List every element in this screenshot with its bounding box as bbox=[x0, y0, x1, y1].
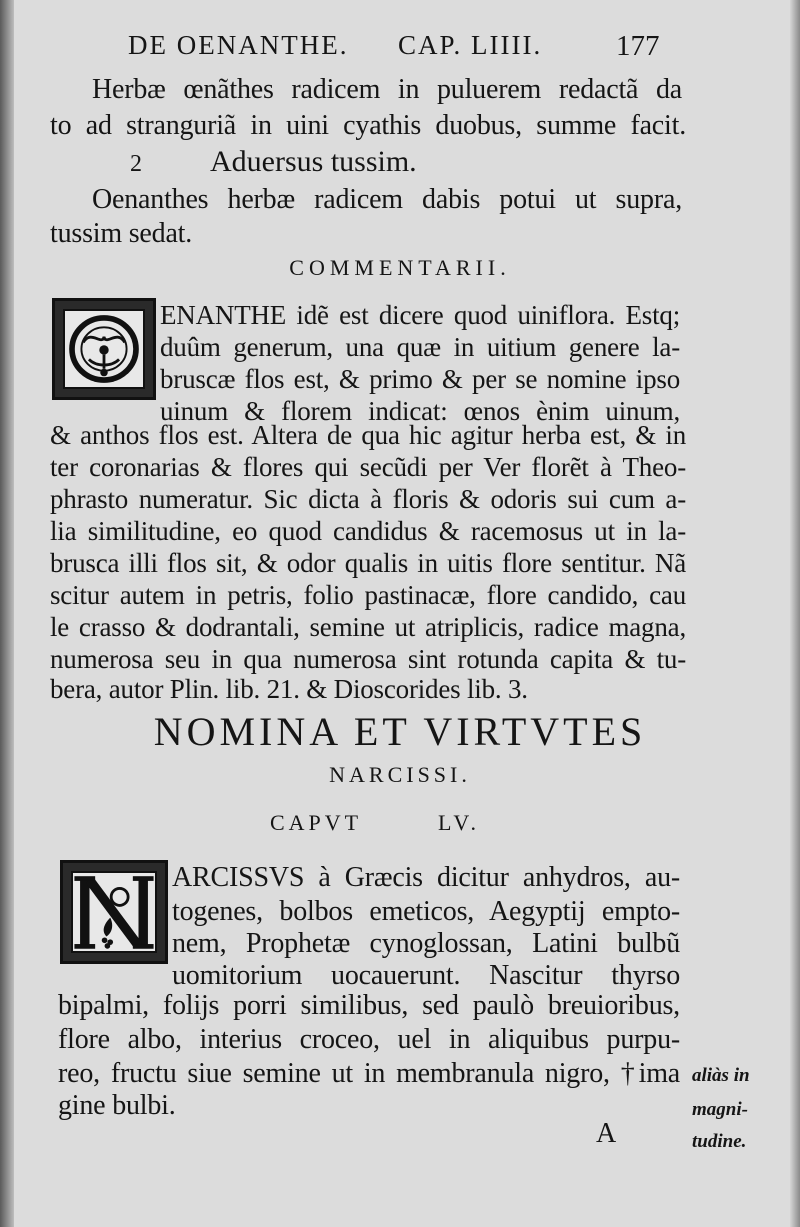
running-head-title: DE OENANTHE. bbox=[128, 30, 349, 60]
commentary-line-7: le crasso & dodrantali, semine ut atriplicis, radice magna, bbox=[50, 612, 686, 642]
commentary-line-1: & anthos flos est. Altera de qua hic agitur herba est, & in bbox=[50, 420, 686, 450]
caput-number: LV. bbox=[438, 810, 480, 835]
decorated-initial-o bbox=[52, 298, 156, 400]
commentary-line-9: bera, autor Plin. lib. 21. & Dioscorides lib. 3. bbox=[50, 674, 528, 704]
commentary-indented-line-4: uinum & florem indicat: œnos ènim uinum, bbox=[160, 396, 680, 426]
running-head bbox=[128, 30, 688, 70]
subheading bbox=[130, 145, 417, 179]
commentary-line-4: lia similitudine, eo quod candidus & racemosus ut in la- bbox=[50, 516, 686, 546]
commentary-indented-line-1: ENANTHE idẽ est dicere quod uiniflora. Estq; bbox=[160, 300, 680, 330]
marginal-note bbox=[692, 1062, 750, 1156]
para2-line-2: tussim sedat. bbox=[50, 218, 193, 249]
commentary-indented-line-2: duûm generum, una quæ in uitium genere la- bbox=[160, 332, 680, 362]
narcissus-line-2: flore albo, interius croceo, uel in aliquibus purpu- bbox=[58, 1024, 680, 1055]
narcissus-line-4: gine bulbi. bbox=[58, 1090, 176, 1121]
narcissus-indented-line-4: uomitorium uocauerunt. Nascitur thyrso bbox=[172, 960, 680, 991]
subheading-text: Aduersus tussim. bbox=[210, 145, 417, 178]
commentary-line-6: scitur autem in petris, folio pastinacæ, flore candido, cau bbox=[50, 580, 686, 610]
folio-number: 177 bbox=[616, 30, 660, 62]
commentary-line-3: phrasto numeratur. Sic dicta à floris & odoris sui cum a- bbox=[50, 484, 686, 514]
caput-label bbox=[270, 810, 490, 836]
caput-word: CAPVT bbox=[270, 810, 363, 835]
marginal-note-line-1: aliàs in bbox=[692, 1065, 750, 1086]
narcissus-indented-line-1: ARCISSVS à Græcis dicitur anhydros, au- bbox=[172, 862, 680, 893]
ornament-initial-n-icon bbox=[63, 863, 165, 961]
commentary-indented-line-3: bruscæ flos est, & primo & per se nomine ipso bbox=[160, 364, 680, 394]
para2-line-1: Oenanthes herbæ radicem dabis potui ut supra, bbox=[92, 184, 682, 215]
chapter-subject: NARCISSI. bbox=[329, 762, 471, 787]
decorated-initial-n bbox=[60, 860, 168, 964]
commentary-line-5: brusca illi flos sit, & odor qualis in uitis flore sentitur. Nã bbox=[50, 548, 686, 578]
commentary-line-2: ter coronarias & flores qui secũdi per Ver florẽt à Theo- bbox=[50, 452, 686, 482]
chapter-title: NOMINA ET VIRTVTES bbox=[153, 709, 647, 754]
marginal-note-line-3: tudine. bbox=[692, 1131, 747, 1152]
para1-line-2: to ad stranguriã in uini cyathis duobus, summe facit. bbox=[50, 110, 686, 141]
catchword: A bbox=[596, 1118, 617, 1149]
para1-line-1: Herbæ œnãthes radicem in puluerem redactã da bbox=[92, 74, 682, 105]
narcissus-line-3: reo, fructu siue semine ut in membranula nigro, †ima bbox=[58, 1058, 680, 1089]
commentary-line-8: numerosa seu in qua numerosa sint rotunda capita & tu- bbox=[50, 644, 686, 674]
running-head-chapter: CAP. LIIII. bbox=[398, 30, 543, 60]
marginal-note-line-2: magni- bbox=[692, 1099, 748, 1120]
subheading-number: 2 bbox=[130, 151, 142, 177]
narcissus-indented-line-2: togenes, bolbos emeticos, Aegyptij empto- bbox=[172, 896, 680, 927]
narcissus-line-1: bipalmi, folijs porri similibus, sed paulò breuioribus, bbox=[58, 990, 680, 1021]
ornament-initial-o-icon bbox=[55, 301, 153, 397]
commentarii-heading: COMMENTARII. bbox=[289, 255, 511, 280]
narcissus-indented-line-3: nem, Prophetæ cynoglossan, Latini bulbũ bbox=[172, 928, 680, 959]
